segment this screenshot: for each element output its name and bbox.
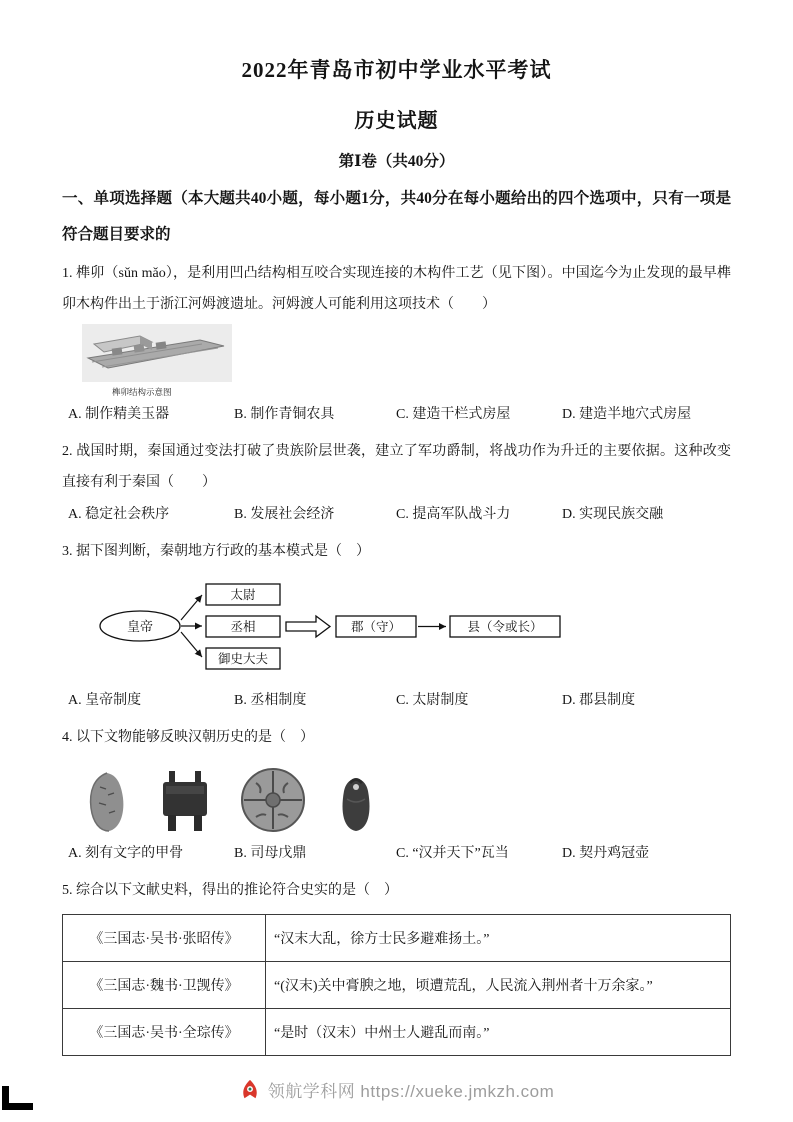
diagram-xian-label: 县（令或长） <box>467 620 543 634</box>
source-quote-cell: “汉末大乱，徐方士民多避难扬土。” <box>266 915 731 962</box>
question-4-option-d: D. 契丹鸡冠壶 <box>562 846 650 861</box>
exam-subject-title: 历史试题 <box>354 110 439 132</box>
question-4-text: 4. 以下文物能够反映汉朝历史的是（ ） <box>62 730 314 745</box>
question-5 <box>62 875 731 1056</box>
question-1-option-b: B. 制作青铜农具 <box>234 407 335 422</box>
question-3-option-c: C. 太尉制度 <box>396 693 469 708</box>
question-4-option-b: B. 司母戊鼎 <box>234 846 307 861</box>
question-2-option-b: B. 发展社会经济 <box>234 507 335 522</box>
question-4-options <box>68 839 731 869</box>
source-title-cell: 《三国志·吴书·全琮传》 <box>63 1009 266 1056</box>
question-3-diagram <box>90 575 731 682</box>
table-row <box>63 1009 731 1056</box>
section-one-heading: 一、单项选择题（本大题共40小题，每小题1分，共40分在每小题给出的四个选项中，只有一项是符合题目要求的 <box>62 190 731 243</box>
table-row <box>63 962 731 1009</box>
question-5-text: 5. 综合以下文献史料，得出的推论符合史实的是（ ） <box>62 883 398 898</box>
question-1-text: 1. 榫卯（sǔn mǎo），是利用凹凸结构相互咬合实现连接的木构件工艺（见下图）。中国迄今为止发现的最早榫卯木构件出土于浙江河姆渡遗址。河姆渡人可能利用这项技术（ ） <box>62 266 731 312</box>
diagram-yushidafu-label: 御史大夫 <box>217 652 269 666</box>
diagram-emperor-label: 皇帝 <box>126 619 154 634</box>
question-3-text: 3. 据下图判断，秦朝地方行政的基本模式是（ ） <box>62 544 370 559</box>
question-1-option-a: A. 制作精美玉器 <box>68 407 170 422</box>
source-quote-cell: “(汉末)关中膏腴之地，顷遭荒乱，人民流入荆州者十万余家。” <box>266 962 731 1009</box>
source-title-cell: 《三国志·吴书·张昭传》 <box>63 915 266 962</box>
wooden-mortise-tenon-photo <box>82 324 232 386</box>
chicken-crest-pot-photo <box>334 775 378 833</box>
question-4 <box>62 722 731 869</box>
qin-administration-diagram <box>90 575 570 677</box>
question-3-options <box>68 686 731 716</box>
diagram-taiwei-label: 太尉 <box>230 588 256 602</box>
exam-title: 2022年青岛市初中学业水平考试 <box>241 58 552 82</box>
source-quote-cell: “是时（汉末）中州士人避乱而南。” <box>266 1009 731 1056</box>
question-5-source-table <box>62 914 731 1056</box>
oracle-bone-photo <box>84 771 130 833</box>
question-1-option-c: C. 建造干栏式房屋 <box>396 407 511 422</box>
question-2-option-a: A. 稳定社会秩序 <box>68 507 170 522</box>
question-4-option-a: A. 刻有文字的甲骨 <box>68 846 184 861</box>
question-2-option-c: C. 提高军队战斗力 <box>396 507 511 522</box>
question-2-options <box>68 500 731 530</box>
question-2-option-d: D. 实现民族交融 <box>562 507 664 522</box>
bronze-ding-photo <box>158 769 212 833</box>
table-row <box>63 915 731 962</box>
question-2 <box>62 436 731 530</box>
watermark-footer <box>0 1077 793 1102</box>
tile-end-photo <box>240 767 306 833</box>
question-1 <box>62 258 731 430</box>
xueke-logo-icon <box>239 1079 261 1101</box>
watermark-text: 领航学科网 https://xueke.jmkzh.com <box>267 1082 555 1101</box>
question-3-option-b: B. 丞相制度 <box>234 693 307 708</box>
question-1-option-d: D. 建造半地穴式房屋 <box>562 407 692 422</box>
question-3 <box>62 536 731 716</box>
diagram-jun-label: 郡（守） <box>350 620 402 634</box>
question-1-figure <box>82 324 232 398</box>
volume-heading: 第Ⅰ卷（共40分） <box>338 153 455 170</box>
diagram-chengxiang-label: 丞相 <box>230 620 256 634</box>
question-1-figure-caption: 榫卯结构示意图 <box>112 387 172 397</box>
source-title-cell: 《三国志·魏书·卫觊传》 <box>63 962 266 1009</box>
question-2-text: 2. 战国时期，秦国通过变法打破了贵族阶层世袭，建立了军功爵制，将战功作为升迁的主要依据。这种改变直接有利于秦国（ ） <box>62 444 731 490</box>
question-4-figures <box>84 761 731 833</box>
double-arrow <box>286 616 330 637</box>
question-3-option-d: D. 郡县制度 <box>562 693 636 708</box>
question-3-option-a: A. 皇帝制度 <box>68 693 142 708</box>
question-4-option-c: C. “汉并天下”瓦当 <box>396 846 509 861</box>
question-1-options <box>68 400 731 430</box>
scan-corner-mark <box>2 1086 33 1110</box>
